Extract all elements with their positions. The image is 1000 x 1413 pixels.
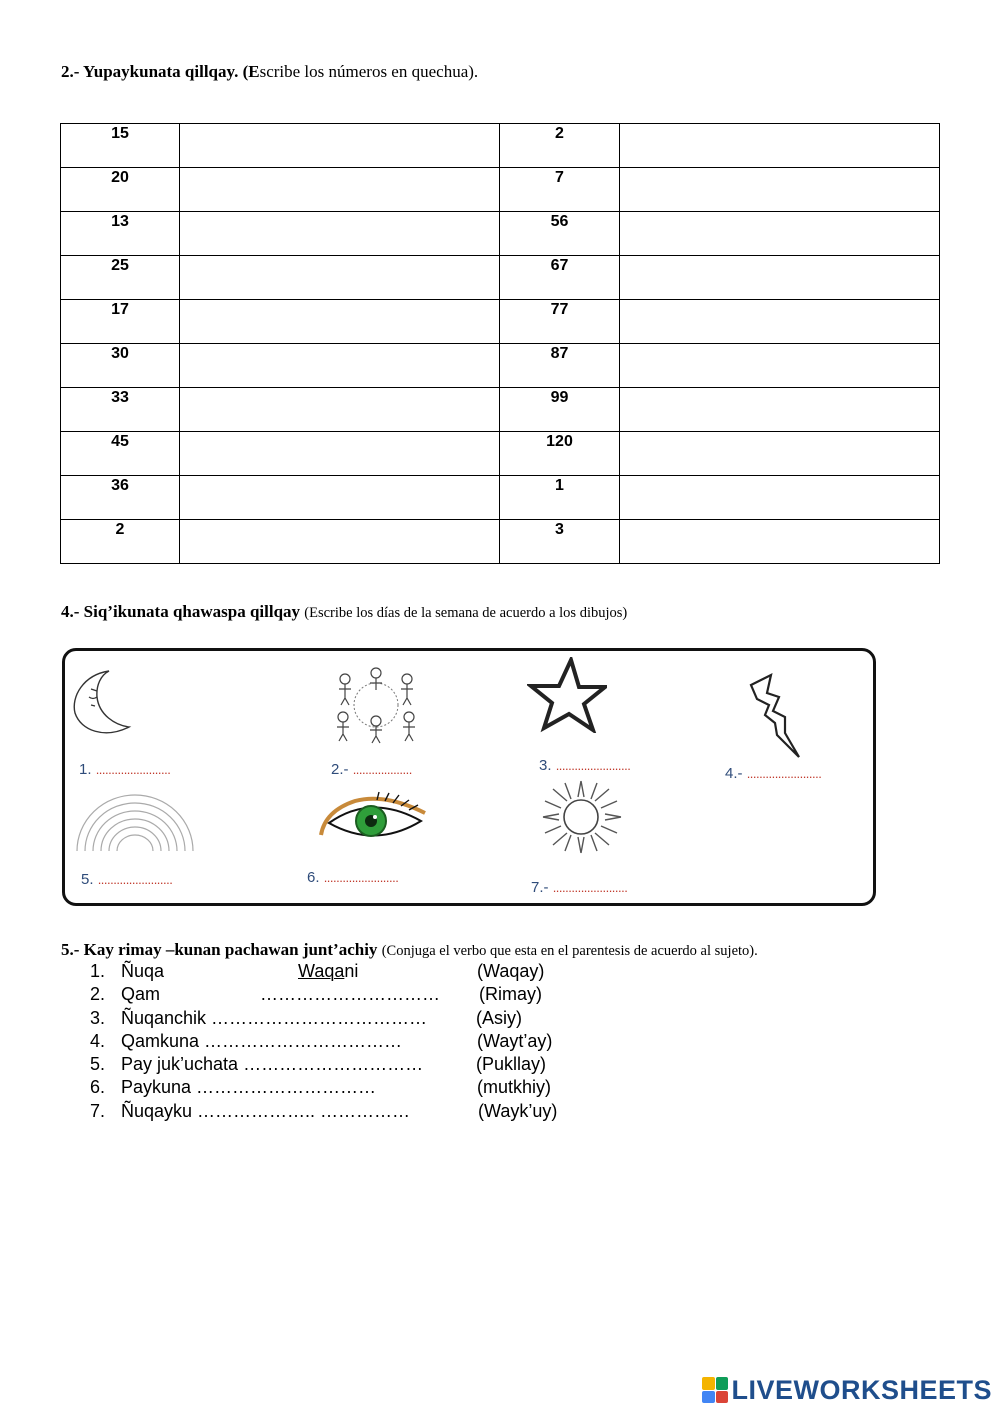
list-item [90,1053,547,1076]
item-verb: (Asiy) [476,1007,522,1028]
answer-blank[interactable]: ................... [352,762,412,777]
answer-blank[interactable]: ………………………… [260,984,440,1005]
label-number: 6. [307,869,320,886]
answer-cell-left[interactable] [180,256,500,300]
list-item [90,983,542,1006]
list-item [90,1076,552,1099]
label-number: 2.- [331,761,349,778]
section-5-heading [61,940,758,960]
answer-blank[interactable]: ........................ [746,766,822,781]
answer-cell-left[interactable] [180,520,500,564]
example-answer-rest: ni [344,961,359,981]
number-cell-right: 67 [500,256,620,300]
picture-label-2 [331,761,412,778]
lightning-icon [745,671,805,761]
example-answer [298,960,358,983]
answer-blank[interactable]: ........................ [555,758,631,773]
picture-label-5 [81,871,172,888]
answer-cell-right[interactable] [620,388,940,432]
table-row [61,388,940,432]
number-cell-right: 120 [500,432,620,476]
section-4-heading [61,602,627,622]
picture-label-4 [725,765,821,782]
answer-cell-right[interactable] [620,520,940,564]
answer-cell-right[interactable] [620,432,940,476]
item-subject: Ñuqa [121,961,165,981]
answer-blank[interactable]: ........................ [95,762,171,777]
number-cell-right: 7 [500,168,620,212]
item-number: 6. [90,1077,106,1098]
item-verb: (Pukllay) [476,1054,547,1075]
liveworksheets-logo[interactable] [702,1375,992,1405]
answer-cell-right[interactable] [620,124,940,168]
number-cell-right: 1 [500,476,620,520]
number-cell-right: 77 [500,300,620,344]
table-row [61,212,940,256]
number-cell-right: 99 [500,388,620,432]
item-number: 2. [90,984,106,1005]
list-item [90,1007,522,1030]
children-circle-icon [331,665,421,745]
item-subject[interactable]: Ñuqanchik ……………………………… [121,1007,428,1028]
answer-blank[interactable]: ........................ [323,870,399,885]
sun-icon [539,779,625,857]
section-2-heading [61,62,478,82]
item-number: 7. [90,1100,106,1121]
item-verb: (Wayk’uy) [478,1100,558,1121]
item-number: 4. [90,1030,106,1051]
label-number: 5. [81,871,94,888]
answer-blank[interactable]: ........................ [552,880,628,895]
list-item [90,1030,553,1053]
label-number: 3. [539,757,552,774]
picture-label-1 [79,761,170,778]
picture-label-6 [307,869,398,886]
example-answer-underlined: Waqa [298,961,345,981]
item-verb: (Rimay) [479,984,542,1005]
conjugation-list [90,960,558,1123]
answer-cell-left[interactable] [180,432,500,476]
label-number: 7.- [531,879,549,896]
number-cell-left: 30 [61,344,180,388]
section-2-title-rest: scribe los números en quechua). [259,62,479,81]
number-cell-left: 33 [61,388,180,432]
answer-cell-left[interactable] [180,212,500,256]
answer-cell-right[interactable] [620,212,940,256]
answer-cell-right[interactable] [620,344,940,388]
list-item [90,960,545,983]
number-cell-left: 45 [61,432,180,476]
table-row [61,300,940,344]
item-subject: Qam [121,984,161,1005]
item-number: 3. [90,1007,106,1028]
answer-cell-left[interactable] [180,124,500,168]
table-row [61,520,940,564]
item-subject[interactable]: Paykuna ………………………… [121,1077,377,1098]
rainbow-icon [73,789,197,853]
section-4-title-small: (Escribe los días de la semana de acuerdo a los dibujos) [304,605,628,621]
number-cell-left: 15 [61,124,180,168]
item-verb: (mutkhiy) [477,1077,552,1098]
number-cell-right: 3 [500,520,620,564]
eye-icon [315,791,431,847]
answer-cell-right[interactable] [620,168,940,212]
number-cell-right: 2 [500,124,620,168]
section-5-title-bold: 5.- Kay rimay –kunan pachawan junt’achiy [61,940,378,959]
item-subject[interactable]: Ñuqayku ……………….. …………… [121,1100,411,1121]
item-verb: (Wayt’ay) [477,1030,553,1051]
logo-mark-icon [702,1377,728,1403]
answer-cell-left[interactable] [180,344,500,388]
moon-icon [69,667,139,739]
list-item [90,1100,558,1123]
numbers-table [60,123,940,564]
table-row [61,256,940,300]
number-cell-left: 17 [61,300,180,344]
answer-blank[interactable]: ........................ [97,872,173,887]
star-icon [527,657,607,733]
item-number: 1. [90,961,106,981]
item-verb: (Waqay) [477,961,545,981]
number-cell-left: 36 [61,476,180,520]
answer-cell-right[interactable] [620,476,940,520]
answer-cell-right[interactable] [620,256,940,300]
number-cell-left: 25 [61,256,180,300]
item-number: 5. [90,1054,106,1075]
table-row [61,476,940,520]
days-picture-box [62,648,876,906]
table-row [61,432,940,476]
section-5-title-small: (Conjuga el verbo que esta en el parentesis de acuerdo al sujeto). [381,943,758,959]
number-cell-right: 87 [500,344,620,388]
answer-cell-left[interactable] [180,300,500,344]
item-subject[interactable]: Qamkuna …………………………… [121,1030,403,1051]
table-row [61,124,940,168]
label-number: 1. [79,761,92,778]
item-subject[interactable]: Pay juk’uchata ………………………… [121,1054,424,1075]
answer-cell-left[interactable] [180,476,500,520]
number-cell-left: 13 [61,212,180,256]
picture-label-3 [539,757,630,774]
number-cell-left: 20 [61,168,180,212]
section-2-title-bold: 2.- Yupaykunata qillqay. (E [61,62,260,81]
number-cell-left: 2 [61,520,180,564]
label-number: 4.- [725,765,743,782]
picture-label-7 [531,879,627,896]
answer-cell-left[interactable] [180,388,500,432]
answer-cell-right[interactable] [620,300,940,344]
number-cell-right: 56 [500,212,620,256]
table-row [61,168,940,212]
logo-text: LIVEWORKSHEETS [731,1374,992,1405]
section-4-title-bold: 4.- Siq’ikunata qhawaspa qillqay [61,602,301,621]
answer-cell-left[interactable] [180,168,500,212]
table-row [61,344,940,388]
